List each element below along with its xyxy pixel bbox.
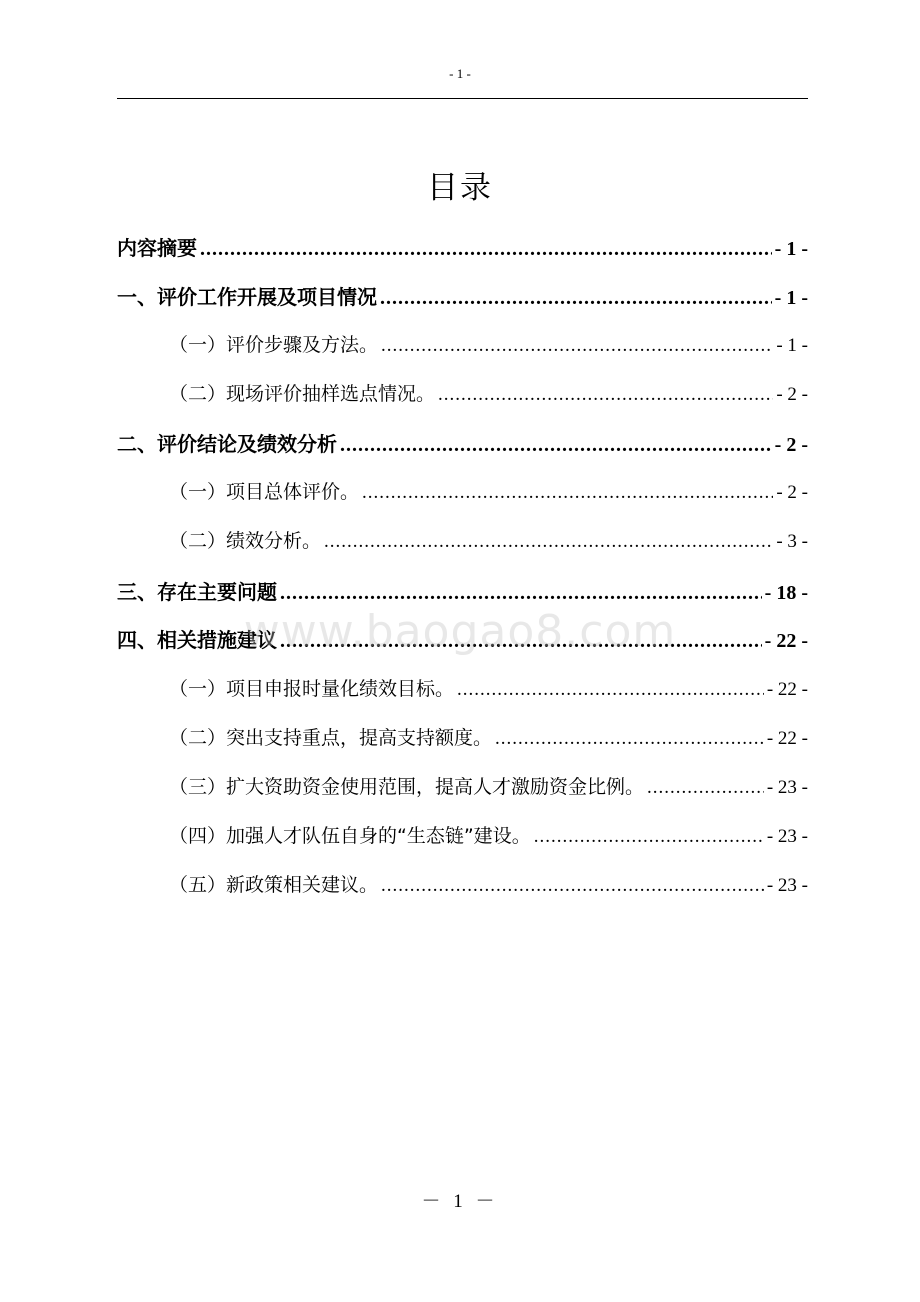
toc-entry[interactable] bbox=[117, 232, 808, 266]
toc-leader bbox=[534, 826, 764, 848]
toc-leader bbox=[340, 434, 772, 457]
toc-title: 目录 bbox=[427, 170, 493, 206]
toc-leader bbox=[200, 238, 772, 261]
toc-entry-text: 二、评价结论及绩效分析 bbox=[117, 432, 337, 456]
toc-leader bbox=[457, 679, 764, 701]
toc-leader bbox=[381, 875, 764, 897]
toc-entry[interactable] bbox=[117, 428, 808, 462]
toc-leader bbox=[438, 384, 773, 406]
toc-entry-text: （一）评价步骤及方法。 bbox=[169, 334, 379, 356]
toc-entry-page: - 23 - bbox=[766, 875, 808, 896]
toc-entry-page: - 22 - bbox=[766, 728, 808, 749]
toc-entry[interactable] bbox=[117, 772, 808, 806]
toc-entry-text: （二）现场评价抽样选点情况。 bbox=[169, 383, 436, 405]
page-footer-number: － 1 － bbox=[421, 1191, 499, 1212]
toc-entry-page: - 2 - bbox=[774, 434, 808, 456]
toc-entry-text: （二）绩效分析。 bbox=[169, 530, 322, 552]
toc-entry[interactable] bbox=[117, 477, 808, 511]
toc-entry[interactable] bbox=[117, 624, 808, 658]
toc-entry[interactable] bbox=[117, 379, 808, 413]
toc-entry-page: - 2 - bbox=[776, 384, 808, 405]
toc-leader bbox=[495, 728, 764, 750]
toc-entry-page: - 1 - bbox=[774, 238, 808, 260]
toc-leader bbox=[362, 482, 773, 504]
toc-entry[interactable] bbox=[117, 723, 808, 757]
toc-entry[interactable] bbox=[117, 330, 808, 364]
toc-entry-text: （五）新政策相关建议。 bbox=[169, 874, 379, 896]
toc-entry[interactable] bbox=[117, 576, 808, 610]
toc-entry-page: - 1 - bbox=[776, 335, 808, 356]
toc-entry[interactable] bbox=[117, 674, 808, 708]
toc-entry-text: 一、评价工作开展及项目情况 bbox=[117, 285, 377, 309]
toc-entry-page: - 18 - bbox=[764, 582, 808, 604]
page-header-number: - 1 - bbox=[449, 66, 471, 81]
toc-entry[interactable] bbox=[117, 870, 808, 904]
toc-leader bbox=[280, 630, 762, 653]
toc-entry-text: （三）扩大资助资金使用范围，提高人才激励资金比例。 bbox=[169, 776, 645, 798]
toc-entry-text: （二）突出支持重点，提高支持额度。 bbox=[169, 727, 493, 749]
toc-entry-text: （一）项目总体评价。 bbox=[169, 481, 360, 503]
toc-entry[interactable] bbox=[117, 821, 808, 855]
toc-entry-page: - 22 - bbox=[766, 679, 808, 700]
toc-entry-page: - 22 - bbox=[764, 630, 808, 652]
toc-entry-page: - 23 - bbox=[766, 826, 808, 847]
toc-entry-page: - 1 - bbox=[774, 287, 808, 309]
toc-leader bbox=[647, 777, 764, 799]
watermark: www.baogao8.com bbox=[243, 606, 677, 657]
toc-entry-page: - 2 - bbox=[776, 482, 808, 503]
toc-entry[interactable] bbox=[117, 526, 808, 560]
toc-leader bbox=[280, 582, 762, 605]
toc-entry-text: 内容摘要 bbox=[117, 236, 197, 260]
toc-entry[interactable] bbox=[117, 281, 808, 315]
toc-entry-page: - 3 - bbox=[776, 531, 808, 552]
toc-leader bbox=[381, 335, 773, 357]
toc-entry-text: （四）加强人才队伍自身的“生态链”建设。 bbox=[169, 825, 531, 847]
toc-leader bbox=[324, 531, 773, 553]
toc-entry-text: 四、相关措施建议 bbox=[117, 628, 277, 652]
toc-entry-text: （一）项目申报时量化绩效目标。 bbox=[169, 678, 455, 700]
header-rule bbox=[117, 98, 808, 99]
toc-entry-page: - 23 - bbox=[766, 777, 808, 798]
toc-entry-text: 三、存在主要问题 bbox=[117, 580, 277, 604]
toc-leader bbox=[380, 287, 772, 310]
